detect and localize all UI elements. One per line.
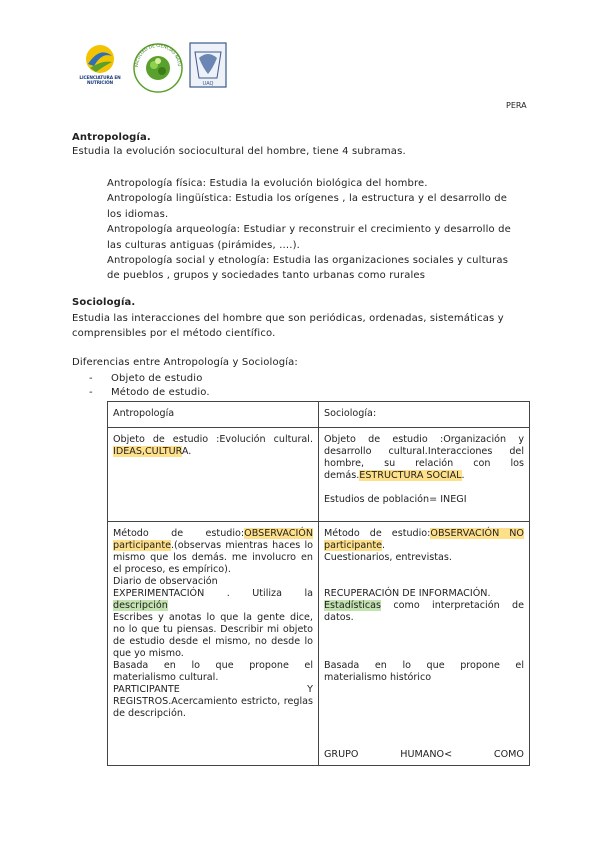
sociologia-body — [72, 311, 504, 341]
subrama-line: Antropología física: Estudia la evolución biológica del hombre. — [107, 178, 428, 189]
text-span: GRUPO — [324, 749, 359, 760]
facultad-seal-icon — [132, 40, 184, 94]
text-span: . — [226, 588, 230, 599]
table-row — [108, 522, 530, 766]
table-row — [108, 402, 530, 428]
estudios-poblacion: Estudios de población= INEGI — [324, 494, 467, 505]
experimentacion-line — [113, 588, 313, 600]
list-item: - Objeto de estudio — [89, 372, 210, 386]
text-span: como interpretación de datos. — [324, 600, 524, 623]
text-span: Utiliza — [252, 588, 282, 599]
header-sociologia: Sociología: — [319, 402, 530, 428]
text-span: COMO — [493, 749, 524, 760]
objeto-sociologia — [319, 428, 530, 522]
text-span: Objeto de estudio :Organización y desarrollo cultural.Interacciones del hombre, su relación con los demás. — [324, 434, 524, 481]
uaq-seal-text: UAQ — [202, 81, 214, 87]
page-tag: PERA — [506, 101, 527, 110]
sociologia-line: Estudia las interacciones del hombre que son periódicas, ordenadas, sistemáticas y — [72, 313, 504, 324]
subrama-line: Antropología arqueología: Estudiar y reconstruir el crecimiento y desarrollo de — [107, 224, 511, 236]
subrama-line: Antropología social y etnología: Estudia las organizaciones sociales y culturas — [107, 255, 509, 267]
objeto-antropologia — [108, 428, 319, 522]
subrama-line: de pueblos , grupos y sociedades tanto urbanas como rurales — [107, 270, 426, 282]
text-span: A. — [181, 446, 192, 457]
sociologia-title: Sociología. — [72, 297, 136, 308]
subrama-line: Antropología lingüística: Estudia los orígenes , la estructura y el desarrollo de — [107, 193, 508, 205]
subrama-line: los idiomas. — [107, 208, 169, 220]
logo-left-line-1: LICENCIATURA EN — [79, 76, 121, 81]
diferencias-intro: Diferencias entre Antropología y Sociología: — [72, 357, 298, 368]
text-span: Método de estudio: — [324, 528, 431, 539]
text-span: .(observas mientras haces lo mismo que los demás. me involucro en el proceso, es empírico). — [113, 540, 313, 575]
escribes-anotas: Escribes y anotas lo que la gente dice, no lo que tu piensas. Describir mi objeto de estudio desde el mismo, no desde lo que yo mismo. — [113, 612, 313, 659]
header-antropologia: Antropología — [108, 402, 319, 428]
grupo-humano-line — [324, 749, 524, 761]
logo-left-line-2: NUTRICIÓN — [86, 81, 114, 86]
subramas-list — [107, 176, 511, 284]
antropologia-title: Antropología. — [72, 132, 151, 143]
seal-arc-text: FACULTAD DE CIENCIAS NATU — [133, 42, 183, 68]
text-span: PARTICIPANTE — [113, 684, 180, 695]
metodo-antropologia — [108, 522, 319, 766]
highlight-observacion-participante: OBSERVACIÓN participante — [113, 528, 313, 551]
text-span: . — [461, 470, 465, 481]
subrama-line: las culturas antiguas (pirámides, ….). — [107, 239, 300, 251]
licenciatura-logo — [78, 42, 122, 92]
basada-materialismo-historico: Basada en lo que propone el materialismo histórico — [324, 660, 524, 683]
text-span: la — [304, 588, 313, 599]
text-span: . — [382, 540, 386, 551]
recuperacion-informacion: RECUPERACIÓN DE INFORMACIÓN. — [324, 588, 491, 599]
uaq-seal-icon — [187, 40, 229, 92]
text-span: HUMANO< — [400, 749, 453, 760]
antropologia-intro: Estudia la evolución sociocultural del hombre, tiene 4 subramas. — [72, 146, 406, 157]
metodo-sociologia — [319, 522, 530, 766]
text-span: Y — [307, 684, 313, 695]
licenciatura-logo-icon — [78, 42, 122, 76]
text-span: Objeto de estudio :Evolución cultural. — [113, 434, 313, 445]
participante-line — [113, 684, 313, 696]
highlight-ideas-cultura: IDEAS,CULTUR — [113, 446, 182, 457]
text-span: Método de estudio: — [113, 528, 245, 539]
diferencias-list — [89, 372, 210, 400]
table-row — [108, 428, 530, 522]
uaq-seal — [187, 40, 229, 96]
diario-observacion: Diario de observación — [113, 576, 218, 587]
sociologia-line: comprensibles por el método científico. — [72, 328, 276, 339]
cuestionarios: Cuestionarios, entrevistas. — [324, 552, 452, 563]
comparison-table — [107, 401, 530, 766]
highlight-estructura-social: ESTRUCTURA SOCIAL — [359, 470, 462, 481]
highlight-observacion-no-participante: OBSERVACIÓN NO participante — [324, 528, 524, 551]
text-span: EXPERIMENTACIÓN — [113, 588, 205, 599]
basada-materialismo-cultural: Basada en lo que propone el materialismo cultural. — [113, 660, 313, 683]
registros-acercamiento: REGISTROS.Acercamiento estricto, reglas de descripción. — [113, 696, 313, 719]
highlight-descripcion: descripción — [113, 600, 168, 611]
list-item: - Método de estudio. — [89, 386, 210, 400]
facultad-seal — [132, 40, 184, 98]
highlight-estadisticas: Estadísticas — [324, 600, 382, 611]
